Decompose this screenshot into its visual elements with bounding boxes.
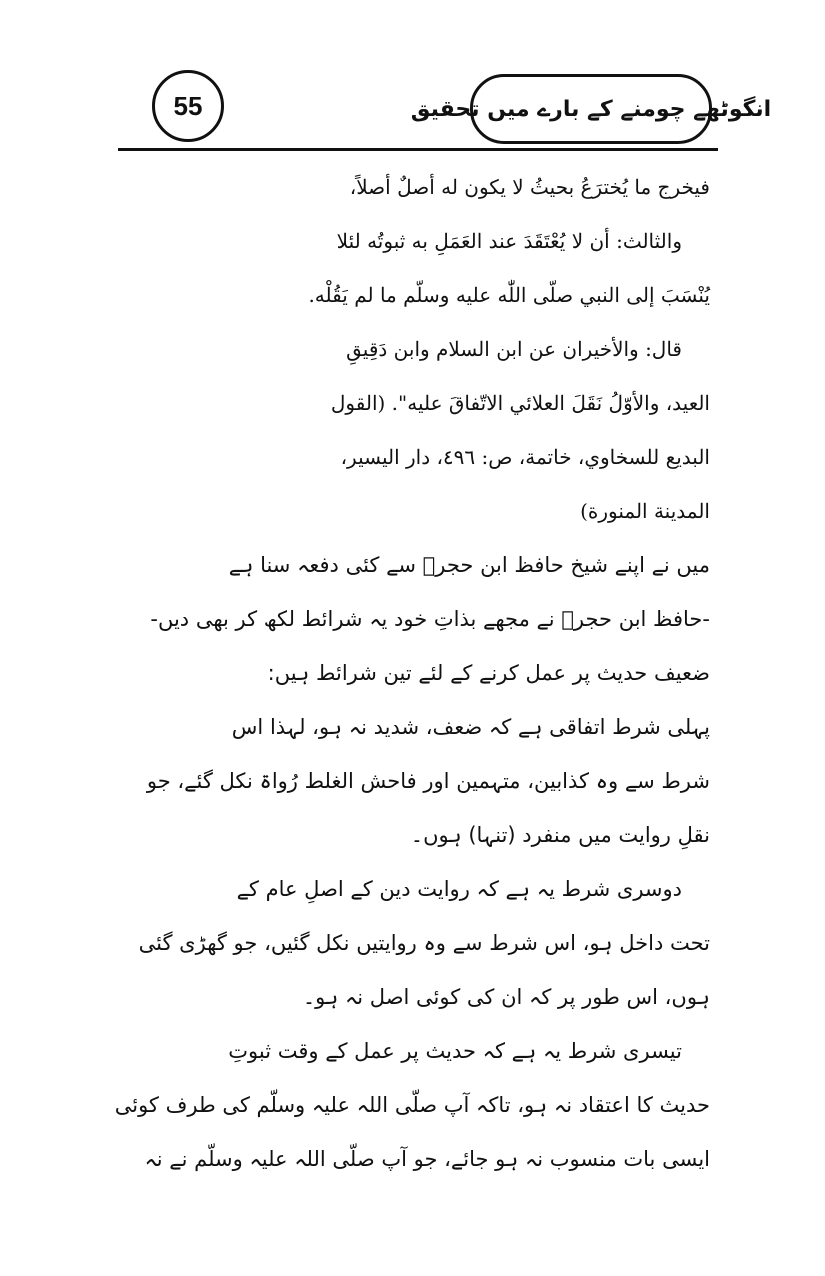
urdu-line: نقلِ روایت میں منفرد (تنہا) ہوں۔ xyxy=(410,823,710,847)
urdu-line: تحت داخل ہو، اس شرط سے وہ روایتیں نکل گئیں، جو گھڑی گئی xyxy=(138,931,710,955)
arabic-line: فيخرج ما يُخترَعُ بحيثُ لا يكون له أصلٌ أصلاً، xyxy=(349,175,710,199)
arabic-line: والثالث: أن لا يُعْتَقَدَ عند العَمَلِ به ثبوتُه لئلا xyxy=(336,229,682,253)
urdu-line: دوسری شرط یہ ہے کہ روایت دین کے اصلِ عام کے xyxy=(236,877,682,901)
urdu-line: ایسی بات منسوب نہ ہو جائے، جو آپ صلّی اللہ علیہ وسلّم نے نہ xyxy=(144,1147,710,1171)
urdu-line: میں نے اپنے شیخ حافظ ابن حجرؒ سے کئی دفعہ سنا ہے xyxy=(228,553,710,577)
arabic-line: يُنْسَبَ إلى النبي صلّى اللّٰه عليه وسلّم ما لم يَقُلْه. xyxy=(308,283,710,307)
arabic-line: قال: والأخيران عن ابن السلام وابن دَقِيقِ xyxy=(346,337,682,361)
urdu-line: تیسری شرط یہ ہے کہ حدیث پر عمل کے وقت ثبوتِ xyxy=(228,1039,682,1063)
urdu-line: -حافظ ابن حجرؒ نے مجھے بذاتِ خود یہ شرائط لکھ کر بھی دیں- xyxy=(150,607,710,631)
running-header-title: انگوٹھے چومنے کے بارے میں تحقیق xyxy=(470,74,712,144)
arabic-line: البديع للسخاوي، خاتمة، ص: ٤٩٦، دار اليسير، xyxy=(340,445,710,469)
arabic-line: المدينة المنورة) xyxy=(580,499,710,523)
urdu-line: شرط سے وہ کذابین، متہمین اور فاحش الغلط رُواۃ نکل گئے، جو xyxy=(146,769,710,793)
arabic-line: العيد، والأوّلُ نَقَلَ العلائي الاتّفاقَ عليه". (القول xyxy=(330,391,710,415)
urdu-line: ہوں، اس طور پر کہ ان کی کوئی اصل نہ ہو۔ xyxy=(302,985,710,1009)
urdu-line: حدیث کا اعتقاد نہ ہو، تاکہ آپ صلّی اللہ علیہ وسلّم کی طرف کوئی xyxy=(114,1093,710,1117)
page-number: 55 xyxy=(152,70,224,142)
header-divider xyxy=(118,148,718,151)
page-body xyxy=(114,160,710,1186)
urdu-line: ضعیف حدیث پر عمل کرنے کے لئے تین شرائط ہیں: xyxy=(267,661,710,685)
urdu-line: پہلی شرط اتفاقی ہے کہ ضعف، شدید نہ ہو، لہذا اس xyxy=(231,715,710,739)
